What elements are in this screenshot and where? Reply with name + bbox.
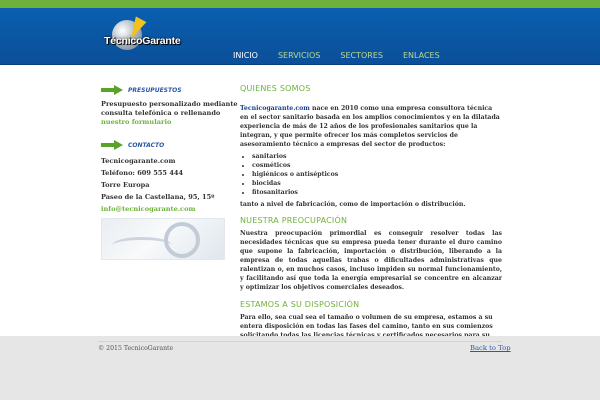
contact-building: Torre Europa [101, 181, 150, 189]
quienes-paragraph [240, 104, 502, 149]
contact-email-link[interactable]: info@tecnicogarante.com [101, 205, 196, 213]
copyright-text: © 2015 TecnicoGarante [98, 345, 174, 352]
nav-item-inicio[interactable]: INICIO [233, 51, 258, 60]
list-item: • fitosanitarios [252, 188, 502, 197]
contacto-heading [101, 139, 241, 151]
contact-address: Paseo de la Castellana, 95, 15º [101, 193, 215, 201]
products-list [240, 152, 502, 197]
formulario-link[interactable]: nuestro formulario [101, 118, 172, 126]
site-logo[interactable] [104, 18, 184, 60]
presupuestos-title: PRESUPUESTOS [128, 86, 182, 94]
presupuestos-block [101, 100, 241, 127]
top-stripe [0, 0, 600, 8]
quienes-text: nace en 2010 como una empresa consultora técnica en el sector sanitario basada en los amplios conocimientos y en la dilatada experiencia de más de 12 años de los profesionales sanitarios que la integran, y que permite ofrecer los más completos servicios de asesoramiento técnico a empresas del sector de productos: [240, 105, 500, 148]
nav-item-servicios[interactable]: SERVICIOS [277, 51, 321, 60]
green-arrow-icon [101, 141, 123, 149]
presupuestos-heading [101, 84, 241, 96]
contact-company: Tecnicogarante.com [101, 157, 176, 165]
list-item: • cosméticos [252, 161, 502, 170]
presupuestos-text: Presupuesto personalizado mediante consulta telefónica o rellenando [101, 100, 238, 117]
section-title-quienes: QUIENES SOMOS [240, 84, 311, 93]
contact-phone: Teléfono: 609 555 444 [101, 169, 184, 177]
main-nav [233, 51, 460, 60]
nav-item-enlaces[interactable]: ENLACES [402, 51, 440, 60]
list-item: • higiénicos o antisépticos [252, 170, 502, 179]
back-to-top-link[interactable]: Back to Top [470, 344, 511, 352]
sidebar [101, 84, 241, 214]
contacto-title: CONTACTO [128, 141, 165, 149]
header-divider [0, 64, 600, 65]
list-item: • biocidas [252, 179, 502, 188]
list-item: • sanitarios [252, 152, 502, 161]
section-title-preocupacion: NUESTRA PREOCUPACIÓN [240, 216, 348, 225]
section-title-disposicion: ESTAMOS A SU DISPOSICIÓN [240, 300, 360, 309]
stethoscope-image [101, 218, 225, 260]
disposicion-paragraph: Para ello, sea cual sea el tamaño o volumen de su empresa, estamos a su entera disposición en todas las fases del camino, tanto en sus comienzos [240, 314, 493, 330]
logo-text: TécnicoGarante [104, 35, 181, 47]
green-arrow-icon [101, 86, 123, 94]
preocupacion-paragraph: Nuestra preocupación primordial es conseguir resolver todas las necesidades técnicas que su empresa pueda tener durante el duro camino que supone la fabricación, importación o distribución, liberando a la empresa de todas aquellas trabas o dificultades administrativas que ralentizan o, en muchos casos, incluso impiden su normal funcionamiento, y facilitando así que toda la energía empresarial se concentre en alcanzar y optimizar los objetivos comerciales deseados. [240, 230, 502, 291]
quienes-tail: tanto a nivel de fabricación, como de importación o distribución. [240, 201, 466, 208]
quienes-brand: Tecnicogarante.com [240, 105, 310, 112]
footer-divider [98, 341, 502, 342]
nav-item-sectores[interactable]: SECTORES [340, 51, 383, 60]
